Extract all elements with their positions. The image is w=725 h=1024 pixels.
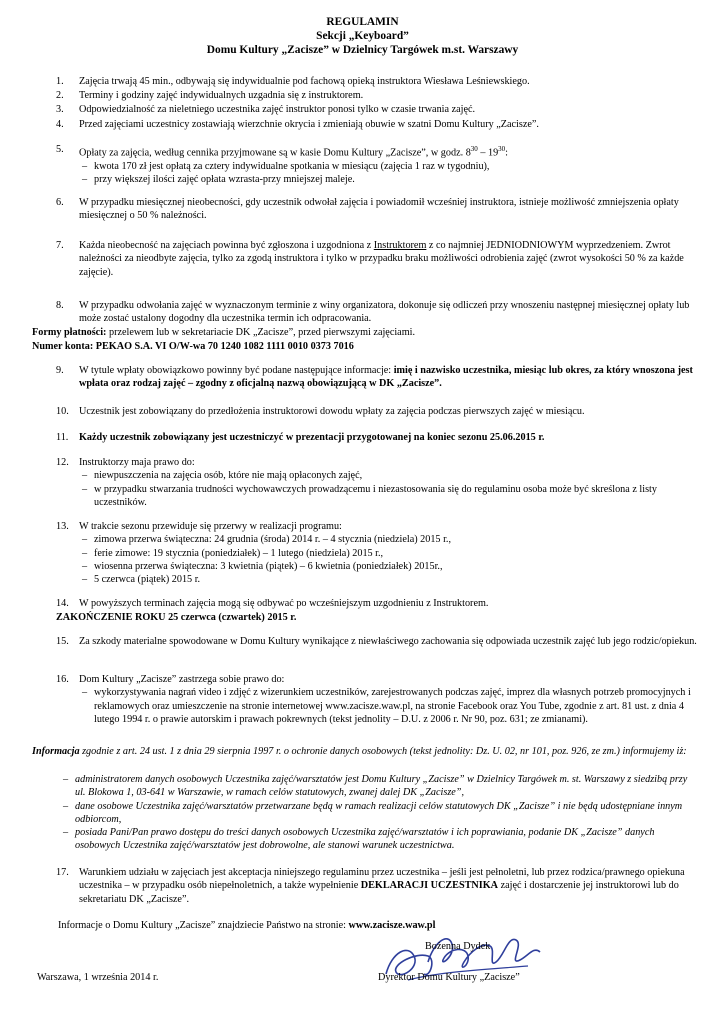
signer-title: Dyrektor Domu Kultury „Zacisze” [378, 972, 520, 983]
season-end: ZAKOŃCZENIE ROKU 25 czerwca (czwartek) 2015 r. [56, 612, 297, 623]
list-item: – wiosenna przerwa świąteczna: 3 kwietnia (piątek) – 6 kwietnia (poniedziałek) 2015r., [82, 560, 443, 572]
institution-title: Domu Kultury „Zacisze” w Dzielnicy Targówek m.st. Warszawy [206, 44, 519, 56]
regulation-document: REGULAMIN Sekcji „Keyboard” Domu Kultury „Zacisze” w Dzielnicy Targówek m.st. Warszawy 1. Zajęcia trwają 45 min., odbywają się indywidualnie pod fachową opieką instruktora Wiesława Leśniewskiego. 2. Terminy i godziny zajęć indywidualnych uzgadnia się z instruktorem. 3. Odpowiedzialność za nieletniego uczestnika zajęć instruktor ponosi tylko w czasie trwania zajęć. 4. Przed zajęciami uczestnicy zostawiają wierzchnie okrycia i zmieniają obuwie w szatni Domu Kultury „Zacisze”. 5. Opłaty za zajęcia, według cennika przyjmowane są w kasie Domu Kultury „Zacisze”, w godz. $8^{30} - 19^{30}$: – kwota 170 zł jest opłatą za cztery indywidualne spotkania w miesiącu (zajęcia 1 raz w tygodniu), – przy większej ilości zajęć opłata wzrasta-przy mniejszej maleje. 6. W przypadku miesięcznej nieobecności, gdy uczestnik odwołał zajęcia i powiadomił wcześniej instruktora, istnieje możliwość zmniejszenia opłaty miesięcznej o 50 % należności. 7. Każda nieobecność na zajęciach powinna być zgłoszona i uzgodniona z Instruktorem z co najmniej JEDNIODNIOWYM wyprzedzeniem. Zwrot należności za nieodbyte zajęcia, tylko za zgodą instruktora i tylko w przypadku braku możliwości odrobienia zajęć (zwrot wysokości 50 % za każde zajęcie). 8. W przypadku odwołania zajęć w wyznaczonym terminie z winy organizatora, dokonuje się odliczeń przy wnoszeniu następnej miesięcznej opłaty lub może zostać ustalony dogodny dla uczestnika termin ich odpracowania. Formy płatności: przelewem lub w sekretariacie DK „Zacisze”, przed pierwszymi zajęciami. Numer konta: PEKAO S.A. VI O/W-wa 70 1240 1082 1111 0010 0373 7016 9. W tytule wpłaty obowiązkowo powinny być podane następujące informacje: imię i nazwisko uczestnika, miesiąc lub okres, za który wnoszona jest wpłata oraz rodzaj zajęć – zgodny z oficjalną nazwą obowiązującą w DK „Zacisze”. 10. Uczestnik jest zobowiązany do przedłożenia instruktorowi dowodu wpłaty za zajęcia podczas pierwszych zajęć w miesiącu. 11. Każdy uczestnik zobowiązany jest uczestniczyć w prezentacji przygotowanej na koniec sezonu 25.06.2015 r. 12. Instruktorzy maja prawo do: – niewpuszczenia na zajęcia osób, które nie mają opłaconych zajęć, – w przypadku stwarzania trudności wychowawczych prowadzącemu i niezastosowania się do regulaminu osoba może być skreślona z listy uczestników. 13. W trakcie sezonu przewiduje się przerwy w realizacji programu: – zimowa przerwa świąteczna: 24 grudnia (środa) 2014 r. – 4 stycznia (niedziela) 2015 r., – ferie zimowe: 19 stycznia (poniedziałek) – 1 lutego (niedziela) 2015 r., – wiosenna przerwa świąteczna: 3 kwietnia (piątek) – 6 kwietnia (poniedziałek) 2015r., – 5 czerwca (piątek) 2015 r. 14. W powyższych terminach zajęcia mogą się odbywać po wcześniejszym uzgodnieniu z Instruktorem. ZAKOŃCZENIE ROKU 25 czerwca (czwartek) 2015 r. 15. Za szkody materialne spowodowane w Domu Kultury wynikające z niewłaściwego zachowania się odpowiada uczestnik zajęć lub jego rodzic/opiekun. 16. Dom Kultury „Zacisze” zastrzega sobie prawo do: – wykorzystywania nagrań video i zdjęć z wizerunkiem uczestników, zarejestrowanych podczas zajęć, imprez dla własnych potrzeb promocyjnych i reklamowych oraz umieszczenie na stronie internetowej www.zacisze.waw.pl, na stronie Facebook oraz You Tube, zgodnie z art. 81 ust. z dnia 4 lutego 1994 r. o prawie autorskim i prawach pokrewnych (tekst jednolity – D.U. z 2006 r. Nr 90, poz. 631; ze zmianami). Informacja zgodnie z art. 24 ust. 1 z dnia 29 sierpnia 1997 r. o ochronie danych osobowych (tekst jednolity: Dz. U. 02, nr 101, poz. 926, ze zm.) informujemy iż: – administratorem danych osobowych Uczestnika zajęć/warsztatów jest Domu Kultury „Zacisze” w Dzielnicy Targówek m. st. Warszawy z siedzibą przy ul. Blokowa 1, 03-641 w Warszawie, w ramach celów statutowych, zwanej dalej DK „Zacisze”, – dane osobowe Uczestnika zajęć/warsztatów przetwarzane będą w ramach realizacji celów statutowych DK „Zacisze” i nie będą udostępniane innym odbiorcom, – posiada Pani/Pan prawo dostępu do treści danych osobowych Uczestnika zajęć/warsztatów i ich poprawiania, podanie DK „Zacisze” danych osobowych Uczestnika zajęć/warsztatów jest dobrowolne, ale stanowi warunek uczestnictwa. 17. Warunkiem udziału w zajęciach jest akceptacja niniejszego regulaminu przez uczestnika – jeśli jest pełnoletni, lub przez rodzica/prawnego opiekuna uczestnika – w przypadku osób niepełnoletnich, a także wypełnienie DEKLARACJI UCZESTNIKA zajęć i dostarczenie jej instruktorowi lub do sekretariatu DK „Zacisze”. Informacje o Domu Kultury „Zacisze” znajdziecie Państwo na stronie: www.zacisze.waw.pl Bożenna Dydek Dyrektor Domu Kultury „Zacisze” Warszawa, 1 września 2014 r. [0, 0, 725, 1024]
bank-account: Numer konta: PEKAO S.A. VI O/W-wa 70 1240 1082 1111 0010 0373 7016 [32, 341, 354, 352]
list-item: – wykorzystywania nagrań video i zdjęć z wizerunkiem uczestników, zarejestrowanych podczas zajęć, imprez dla własnych potrzeb promocyjnych i reklamowych oraz umieszczenie na stronie internetowej www.zacisze.waw.pl, na stronie Facebook oraz You Tube, zgodnie z art. 81 ust. z dnia 4 lutego 1994 r. o prawie autorskim i prawach pokrewnych (tekst jednolity – D.U. z 2006 r. Nr 90, poz. 631; ze zmianami). [82, 687, 691, 725]
list-item: – 5 czerwca (piątek) 2015 r. [82, 574, 201, 586]
data-protection-list [60, 773, 696, 853]
list-item: – administratorem danych osobowych Uczestnika zajęć/warsztatów jest Domu Kultury „Zacisze” w Dzielnicy Targówek m. st. Warszawy z siedzibą przy ul. Blokowa 1, 03-641 w Warszawie, w ramach celów statutowych, zwanej dalej DK „Zacisze”, [63, 774, 688, 799]
document-title: REGULAMIN [326, 16, 399, 28]
list-item: – w przypadku stwarzania trudności wychowawczych prowadzącemu i niezastosowania się do regulaminu osoba może być skreślona z listy uczestników. [82, 483, 657, 508]
list-item: – posiada Pani/Pan prawo dostępu do treści danych osobowych Uczestnika zajęć/warsztatów i ich poprawiania, podanie DK „Zacisze” danych osobowych Uczestnika zajęć/warsztatów jest dobrowolne, ale stanowi warunek uczestnictwa. [63, 827, 655, 852]
data-protection-info: Informacja zgodnie z art. 24 ust. 1 z dnia 29 sierpnia 1997 r. o ochronie danych osobowych (tekst jednolity: Dz. U. 02, nr 101, poz. 926, ze zm.) informujemy iż: [32, 746, 687, 757]
place-date: Warszawa, 1 września 2014 r. [37, 972, 159, 983]
website-info: Informacje o Domu Kultury „Zacisze” znajdziecie Państwo na stronie: www.zacisze.waw.pl [58, 920, 436, 931]
list-item: – niewpuszczenia na zajęcia osób, które nie mają opłaconych zajęć, [82, 470, 363, 482]
list-item: – zimowa przerwa świąteczna: 24 grudnia (środa) 2014 r. – 4 stycznia (niedziela) 2015 r., [82, 534, 451, 546]
list-item: – ferie zimowe: 19 stycznia (poniedziałek) – 1 lutego (niedziela) 2015 r., [82, 547, 384, 559]
list-item: – przy większej ilości zajęć opłata wzrasta-przy mniejszej maleje. [82, 173, 355, 185]
list-item: – kwota 170 zł jest opłatą za cztery indywidualne spotkania w miesiącu (zajęcia 1 raz w tygodniu), [82, 160, 490, 172]
section-title: Sekcji „Keyboard” [316, 30, 409, 42]
signer-name: Bożenna Dydek [425, 941, 491, 952]
payment-forms: Formy płatności: przelewem lub w sekretariacie DK „Zacisze”, przed pierwszymi zajęciami. [32, 327, 416, 338]
list-item: – dane osobowe Uczestnika zajęć/warsztatów przetwarzane będą w ramach realizacji celów statutowych DK „Zacisze” i nie będą udostępniane innym odbiorcom, [63, 800, 683, 825]
